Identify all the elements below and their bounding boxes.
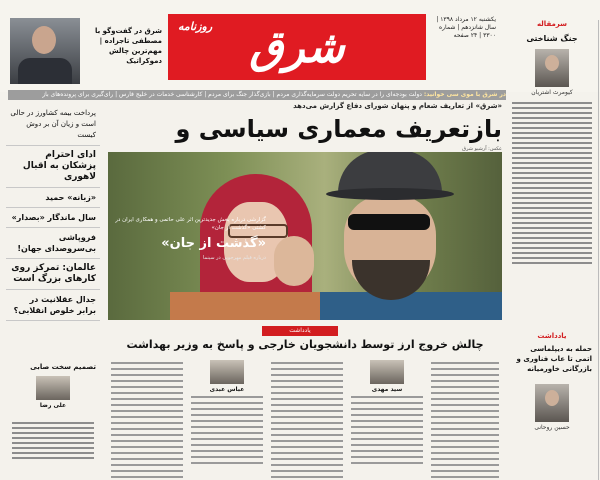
right-column [506, 20, 599, 480]
bottom-left-block [6, 360, 100, 476]
left-headline-2[interactable]: ادای احترام پزشکان به اقبال لاهوری [6, 146, 100, 188]
column-author-name-4: سید مهدی [371, 386, 403, 393]
sub-headline[interactable]: چالش خروج ارز توسط دانشجویان خارجی و پاسخ به وزیر بهداشت [126, 338, 484, 351]
bottom-left-title[interactable]: تصمیم سخت صابی [30, 363, 96, 371]
body-column-2 [188, 358, 266, 480]
editorial-title[interactable]: جنگ شناختی [526, 34, 578, 43]
column-author-name-2: عباس عبدی [209, 386, 245, 393]
body-column-4 [348, 358, 426, 480]
issue-info: یکشنبه ۱۲ مرداد ۱۳۹۸ | سال شانزدهم | شماره ۳۳۰۰ | ۲۴ صفحه [436, 16, 496, 39]
body-column-5 [428, 358, 502, 480]
bottom-left-photo [36, 376, 70, 400]
editorial-author-photo [535, 49, 569, 87]
opinion-label: یادداشت [537, 332, 567, 340]
left-headline-7[interactable]: جدال عقلانیت در برابر خلوص انقلابی؟ [6, 290, 100, 321]
newspaper-logo[interactable] [168, 14, 426, 80]
opinion-title[interactable]: حمله به دیپلماسی اتمی تا عاب فناوری و بازرگانی خاورمیانه [516, 345, 592, 373]
note-label: یادداشت [262, 326, 338, 336]
main-photo[interactable] [108, 152, 502, 320]
photo-woman-coat [170, 292, 320, 320]
bottom-left-name: علی رضا [39, 402, 67, 409]
article-body-area [108, 358, 502, 480]
photo-credit: عکس: آرشیو شرق [462, 146, 502, 152]
column-author-photo-4 [370, 360, 404, 384]
photo-overlay [112, 216, 266, 261]
left-headline-4[interactable]: سال ماندگار «بصدار» [6, 208, 100, 228]
top-portrait-photo [10, 18, 80, 84]
left-headline-1[interactable]: پرداخت بیمه کشاورز در حالی است و زیان آن بر دوش کیست [6, 104, 100, 146]
main-headline[interactable]: بازتعریف معماری سیاسی و [175, 115, 502, 143]
photo-man-hat-brim [326, 188, 454, 200]
ticker-text: دولت بودجه‌ای را در سایه تحریم دولت سرمایه‌گذاری مردم | بازی‌گذار جنگ برای مردم | کارشناسی خدمات در خلیج فارس | رای‌گیری برای پرونده‌های باز [42, 91, 422, 98]
bottom-left-body [12, 422, 94, 459]
overlay-quote[interactable]: «گذشت از جان» [161, 236, 266, 251]
news-ticker [8, 90, 506, 100]
ticker-highlight: در شرق با موی سی خوانید: [423, 91, 506, 98]
opinion-section [506, 332, 598, 431]
left-headline-5[interactable]: فروپاشی بی‌سروصدای جهان! [6, 228, 100, 259]
logo-subtitle: روزنامه [178, 20, 213, 33]
column-author-photo-2 [210, 360, 244, 384]
editorial-body [512, 102, 592, 264]
body-column-1 [108, 358, 186, 480]
body-column-3 [268, 358, 346, 480]
left-headline-6[interactable]: عالمان: تمرکز روی کارهای بزرگ است [6, 259, 100, 290]
overlay-foot: درباره فیلم مهرجویی در سینما [202, 255, 266, 261]
top-teaser[interactable]: شرق در گفت‌وگو با مصطفی تاجزاده | مهم‌ترین چالش دموکراتیک [94, 27, 162, 65]
opinion-author-photo [535, 384, 569, 422]
editorial-label: سرمقاله [536, 20, 568, 28]
article-kicker: «شرق» از تعاریف شعام و پنهان شورای دفاع گزارش می‌دهد [293, 102, 502, 110]
overlay-intro: گزارشی درباره پخش جدیدترین اثر علی حاتمی و همکاری ایران در کشتی «گذشت از جان» [115, 217, 266, 231]
portrait-face [32, 26, 56, 54]
photo-man-coat [320, 292, 502, 320]
editorial-author-name: کیومرث اشتریان [531, 89, 573, 96]
photo-man-sunglasses [348, 214, 430, 230]
left-headline-3[interactable]: «زبانه» حمید [6, 188, 100, 208]
opinion-author-name: حسین روحانی [534, 424, 570, 431]
photo-man-hand [274, 236, 314, 286]
portrait-body [18, 58, 72, 84]
logo-title: شرق [249, 21, 345, 73]
